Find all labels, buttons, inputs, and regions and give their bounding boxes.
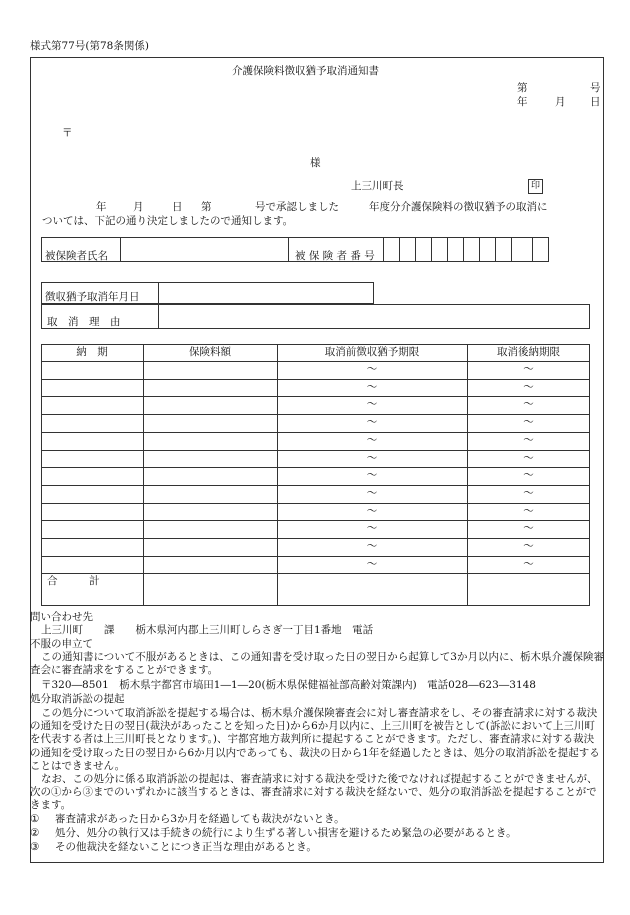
tilde-after: ～ <box>523 469 534 482</box>
table-row[interactable] <box>42 539 142 555</box>
tilde-after: ～ <box>523 416 534 429</box>
table-row[interactable] <box>42 468 142 484</box>
insured-number-field[interactable] <box>384 238 548 261</box>
form-number: 様式第77号(第78条関係) <box>30 40 149 52</box>
tilde-after: ～ <box>523 486 534 499</box>
tilde-before: ～ <box>366 504 378 517</box>
intro-year: 年 <box>96 201 107 213</box>
number-label-prefix: 第 <box>517 82 528 94</box>
lawsuit-text-1: この処分について取消訴訟を提起する場合は、栃木県介護保険審査会に対し審査請求をし、その審査請求に対する裁決の通知を受けた日の翌日(裁決があったことを知った日)から6か月以内に、上三川町を被告として(訴訟において上三川町を代表する者は上三川町長となります。)、宇都宮地方裁判所に提起することができます。ただし、審査請求に対する裁決の通知を受け取った日の翌日から6か月以内であっても、裁決の日から1年を経過したときは、処分の取消訴訟を提起することはできません。 <box>30 707 600 772</box>
tilde-before: ～ <box>366 486 378 499</box>
tilde-before: ～ <box>366 416 378 429</box>
table-row[interactable] <box>42 397 142 413</box>
tilde-after: ～ <box>523 504 534 517</box>
table-row[interactable] <box>42 362 142 378</box>
tilde-before: ～ <box>366 522 378 535</box>
objection-heading: 不服の申立て <box>30 638 93 650</box>
tilde-before: ～ <box>366 557 378 570</box>
lawsuit-heading: 処分取消訴訟の提起 <box>30 693 125 705</box>
table-header-4: 取消後納期限 <box>497 346 560 358</box>
contact-heading: 問い合わせ先 <box>30 611 93 623</box>
tilde-after: ～ <box>523 398 534 411</box>
intro-fiscal-year: 年度分介護保険料の徴収猶予の取消に <box>369 201 548 213</box>
date-year-label: 年 <box>517 96 528 108</box>
tilde-after: ～ <box>523 522 534 535</box>
tilde-after: ～ <box>523 380 534 393</box>
insured-name-field[interactable] <box>121 238 287 261</box>
tilde-after: ～ <box>523 451 534 464</box>
date-month-label: 月 <box>555 96 566 108</box>
insured-number-label: 被 保 険 者 番 号 <box>295 250 375 262</box>
table-row[interactable] <box>42 415 142 431</box>
postal-mark: 〒 <box>62 127 73 139</box>
cancel-reason-field[interactable] <box>159 305 589 328</box>
cancel-date-field[interactable] <box>159 283 373 303</box>
table-row[interactable] <box>42 504 142 520</box>
condition-3-mark: ③ <box>30 841 40 853</box>
table-row[interactable] <box>42 557 142 573</box>
cancel-reason-label: 取 消 理 由 <box>47 316 121 328</box>
cancel-date-label: 徴収猶予取消年月日 <box>45 291 140 303</box>
tilde-before: ～ <box>366 363 378 375</box>
tilde-before: ～ <box>366 398 378 411</box>
addressee-suffix: 様 <box>310 157 321 169</box>
page-title: 介護保険料徴収猶予取消通知書 <box>232 65 379 77</box>
condition-3-text: その他裁決を経ないことにつき正当な理由があるとき。 <box>55 841 317 853</box>
table-header-3: 取消前徴収猶予期限 <box>324 346 420 358</box>
intro-month: 月 <box>133 201 144 213</box>
table-row[interactable] <box>42 380 142 396</box>
intro-day: 日 <box>172 201 183 213</box>
tilde-before: ～ <box>366 540 378 552</box>
table-column-rule <box>143 344 144 606</box>
objection-address: 〒320―8501 栃木県宇都宮市塙田1―1―20(栃木県保健福祉部高齢対策課内) 電話028―623―3148 <box>41 679 536 691</box>
condition-2-mark: ② <box>30 827 40 839</box>
tilde-before: ～ <box>366 469 378 482</box>
issuer-name: 上三川町長 <box>351 180 404 192</box>
tilde-before: ～ <box>366 433 378 446</box>
tilde-before: ～ <box>366 380 378 393</box>
total-label: 合 計 <box>47 575 100 588</box>
lawsuit-text-2: なお、この処分に係る取消訴訟の提起は、審査請求に対する裁決を受けた後でなければ提起することができませんが、次の①から③までのいずれかに該当するときは、審査請求に対する裁決を経ないで、処分の取消訴訟を提起することができます。 <box>30 773 598 812</box>
table-header-2: 保険料額 <box>189 346 231 358</box>
table-row[interactable] <box>42 486 142 502</box>
tilde-after: ～ <box>523 540 534 552</box>
intro-number-prefix: 第 <box>201 201 212 213</box>
condition-1-text: 審査請求があった日から3か月を経過しても裁決がないとき。 <box>55 813 345 825</box>
condition-1-mark: ① <box>30 813 40 825</box>
table-row[interactable] <box>42 451 142 467</box>
tilde-before: ～ <box>366 451 378 464</box>
table-row-rule <box>41 573 590 574</box>
contact-line: 上三川町 課 栃木県河内郡上三川町しらさぎ一丁目1番地 電話 <box>41 624 374 636</box>
tilde-after: ～ <box>523 557 534 570</box>
table-row[interactable] <box>42 521 142 537</box>
insured-name-label: 被保険者氏名 <box>45 250 108 262</box>
seal-stamp: 印 <box>528 179 543 194</box>
objection-text: この通知書について不服があるときは、この通知書を受け取った日の翌日から起算して3か月以内に、栃木県介護保険審査会に審査請求をすることができます。 <box>30 651 604 677</box>
tilde-after: ～ <box>523 433 534 446</box>
date-day-label: 日 <box>590 96 601 108</box>
intro-line-2: ついては、下記の通り決定しましたので通知します。 <box>42 215 294 227</box>
table-header-1: 納 期 <box>76 346 108 358</box>
table-row[interactable] <box>42 433 142 449</box>
tilde-after: ～ <box>523 363 534 375</box>
number-label-suffix: 号 <box>590 82 601 94</box>
intro-approved: 号で承認しました <box>255 201 339 213</box>
condition-2-text: 処分、処分の執行又は手続きの続行により生ずる著しい損害を避けるため緊急の必要があるとき。 <box>55 827 517 839</box>
